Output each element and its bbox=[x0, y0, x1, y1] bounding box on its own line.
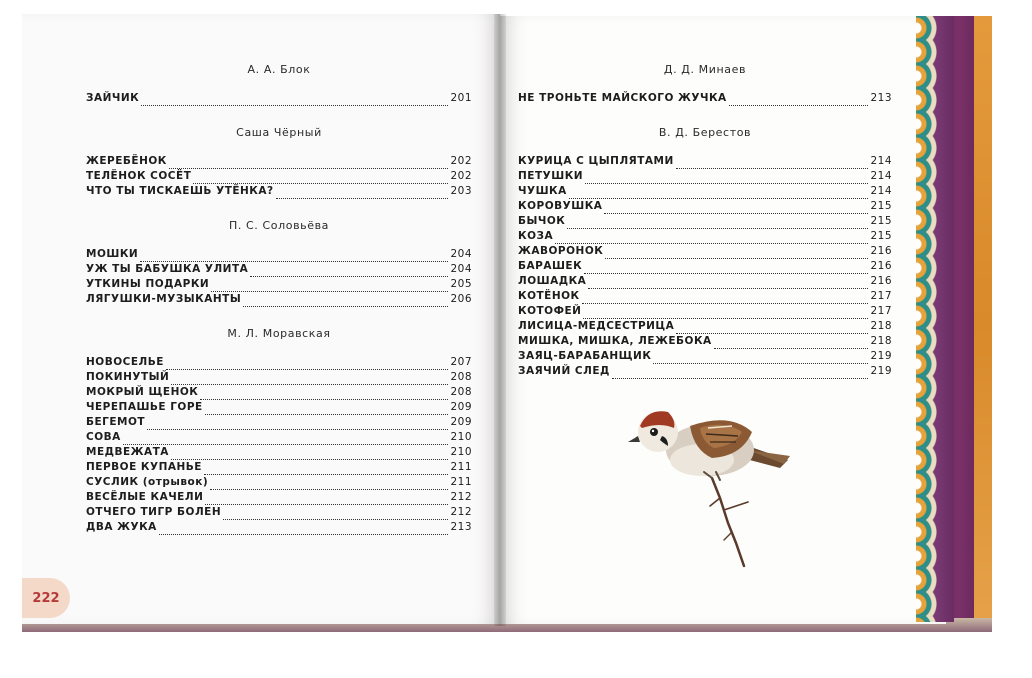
toc-entry-title: МЕДВЕЖАТА bbox=[86, 446, 169, 458]
sparrow-illustration bbox=[620, 398, 800, 568]
toc-entry-page: 207 bbox=[450, 356, 472, 368]
toc-entry-title: КОТОФЕЙ bbox=[518, 305, 582, 317]
toc-entry bbox=[518, 91, 892, 106]
toc-entry-title: ЧУШКА bbox=[518, 185, 567, 197]
toc-entry bbox=[86, 520, 472, 535]
dot-leader bbox=[147, 418, 448, 430]
right-ornamental-border bbox=[916, 16, 954, 622]
toc-entry-page: 219 bbox=[870, 365, 892, 377]
toc-entry-title: НОВОСЕЛЬЕ bbox=[86, 356, 164, 368]
dot-leader bbox=[588, 277, 868, 289]
toc-entry bbox=[86, 400, 472, 415]
toc-entry-page: 203 bbox=[450, 185, 472, 197]
dot-leader bbox=[612, 367, 869, 379]
toc-entry-page: 218 bbox=[870, 320, 892, 332]
toc-entry-title: КОЗА bbox=[518, 230, 554, 242]
toc-entry bbox=[86, 445, 472, 460]
dot-leader bbox=[676, 157, 869, 169]
dot-leader bbox=[159, 523, 449, 535]
toc-entry-page: 205 bbox=[450, 278, 472, 290]
toc-entry-title: ЛИСИЦА-МЕДСЕСТРИЦА bbox=[518, 320, 675, 332]
toc-entry-title: ВЕСЁЛЫЕ КАЧЕЛИ bbox=[86, 491, 204, 503]
toc-entry-title: ОТЧЕГО ТИГР БОЛЕН bbox=[86, 506, 222, 518]
toc-entry-page: 210 bbox=[450, 446, 472, 458]
dot-leader bbox=[276, 187, 449, 199]
dot-leader bbox=[140, 250, 448, 262]
toc-entry bbox=[518, 289, 892, 304]
dot-leader bbox=[729, 94, 869, 106]
dot-leader bbox=[585, 172, 868, 184]
toc-entry-title: ДВА ЖУКА bbox=[86, 521, 157, 533]
toc-entry-page: 219 bbox=[870, 350, 892, 362]
toc-entry bbox=[86, 430, 472, 445]
toc-entry-title: ЛОШАДКА bbox=[518, 275, 587, 287]
toc-entry-title: СУСЛИК (отрывок) bbox=[86, 476, 209, 488]
toc-entry bbox=[518, 274, 892, 289]
toc-entry-page: 208 bbox=[450, 371, 472, 383]
toc-entry-page: 215 bbox=[870, 200, 892, 212]
dot-leader bbox=[166, 358, 449, 370]
dot-leader bbox=[583, 307, 868, 319]
toc-entry-page: 212 bbox=[450, 506, 472, 518]
toc-entry bbox=[86, 415, 472, 430]
toc-entry-title: МИШКА, МИШКА, ЛЕЖЕБОКА bbox=[518, 335, 712, 347]
dot-leader bbox=[653, 352, 868, 364]
toc-entry bbox=[518, 244, 892, 259]
toc-entry-page: 204 bbox=[450, 248, 472, 260]
toc-entry-title: ЗАЯЦ-БАРАБАНЩИК bbox=[518, 350, 652, 362]
toc-entry-page: 211 bbox=[450, 476, 472, 488]
dot-leader bbox=[569, 187, 869, 199]
toc-entry-page: 215 bbox=[870, 215, 892, 227]
toc-entry-page: 209 bbox=[450, 401, 472, 413]
toc-entry-title: БАРАШЕК bbox=[518, 260, 583, 272]
toc-entry bbox=[518, 349, 892, 364]
toc-entry-page: 214 bbox=[870, 170, 892, 182]
toc-entry bbox=[518, 184, 892, 199]
dot-leader bbox=[204, 463, 448, 475]
toc-entry-page: 218 bbox=[870, 335, 892, 347]
toc-entry-page: 216 bbox=[870, 275, 892, 287]
author-heading: В. Д. Берестов bbox=[658, 126, 752, 139]
toc-entry-title: ЗАЙЧИК bbox=[86, 92, 140, 104]
toc-entry-title: ЖЕРЕБЁНОК bbox=[86, 155, 167, 167]
toc-entry-page: 216 bbox=[870, 245, 892, 257]
toc-entry-page: 213 bbox=[870, 92, 892, 104]
toc-entry-title: ПОКИНУТЫЙ bbox=[86, 371, 170, 383]
toc-entry-title: СОВА bbox=[86, 431, 121, 443]
toc-entry-title: ЗАЯЧИЙ СЛЕД bbox=[518, 365, 610, 377]
author-heading: Д. Д. Минаев bbox=[663, 63, 747, 76]
toc-entry-title: ЧЕРЕПАШЬЕ ГОРЕ bbox=[86, 401, 203, 413]
dot-leader bbox=[584, 262, 868, 274]
toc-entry-page: 202 bbox=[450, 170, 472, 182]
author-heading: М. Л. Моравская bbox=[227, 327, 331, 340]
right-table-of-contents bbox=[518, 62, 892, 379]
toc-entry-title: ПЕТУШКИ bbox=[518, 170, 584, 182]
toc-entry bbox=[86, 277, 472, 292]
toc-entry-page: 216 bbox=[870, 260, 892, 272]
page-number-badge bbox=[22, 578, 70, 618]
dot-leader bbox=[676, 322, 868, 334]
toc-entry-page: 209 bbox=[450, 416, 472, 428]
toc-entry bbox=[86, 169, 472, 184]
book-gutter bbox=[494, 14, 506, 626]
dot-leader bbox=[250, 265, 448, 277]
dot-leader bbox=[605, 247, 868, 259]
dot-leader bbox=[193, 172, 448, 184]
dot-leader bbox=[714, 337, 869, 349]
toc-entry-page: 210 bbox=[450, 431, 472, 443]
toc-entry-title: НЕ ТРОНЬТЕ МАЙСКОГО ЖУЧКА bbox=[518, 92, 727, 104]
toc-entry bbox=[86, 490, 472, 505]
dot-leader bbox=[169, 157, 449, 169]
toc-entry bbox=[86, 154, 472, 169]
toc-entry-title: КОРОВУШКА bbox=[518, 200, 603, 212]
toc-entry-page: 206 bbox=[450, 293, 472, 305]
toc-entry bbox=[86, 91, 472, 106]
toc-entry bbox=[518, 259, 892, 274]
toc-entry bbox=[86, 475, 472, 490]
toc-entry bbox=[518, 364, 892, 379]
toc-entry-page: 217 bbox=[870, 290, 892, 302]
dot-leader bbox=[211, 280, 448, 292]
author-heading: А. А. Блок bbox=[247, 63, 311, 76]
page-number: 222 bbox=[32, 590, 60, 606]
toc-entry bbox=[86, 460, 472, 475]
dot-leader bbox=[171, 373, 448, 385]
author-heading: П. С. Соловьёва bbox=[228, 219, 330, 232]
toc-entry-title: КУРИЦА С ЦЫПЛЯТАМИ bbox=[518, 155, 674, 167]
toc-entry bbox=[518, 199, 892, 214]
toc-entry bbox=[518, 214, 892, 229]
dot-leader bbox=[604, 202, 868, 214]
toc-entry-page: 208 bbox=[450, 386, 472, 398]
toc-entry bbox=[518, 154, 892, 169]
dot-leader bbox=[582, 292, 869, 304]
toc-entry bbox=[86, 184, 472, 199]
toc-entry-title: ЧТО ТЫ ТИСКАЕШЬ УТЁНКА? bbox=[86, 185, 274, 197]
dot-leader bbox=[243, 295, 448, 307]
toc-entry bbox=[518, 334, 892, 349]
toc-entry bbox=[518, 304, 892, 319]
dot-leader bbox=[567, 217, 868, 229]
toc-entry-title: МОШКИ bbox=[86, 248, 139, 260]
dot-leader bbox=[123, 433, 449, 445]
toc-entry bbox=[86, 292, 472, 307]
toc-entry-title: ПЕРВОЕ КУПАНЬЕ bbox=[86, 461, 202, 473]
toc-entry bbox=[86, 262, 472, 277]
toc-entry-page: 211 bbox=[450, 461, 472, 473]
toc-entry-title: УТКИНЫ ПОДАРКИ bbox=[86, 278, 210, 290]
dot-leader bbox=[223, 508, 448, 520]
toc-entry-title: ТЕЛЁНОК СОСЁТ bbox=[86, 170, 192, 182]
toc-entry-page: 204 bbox=[450, 263, 472, 275]
toc-entry-page: 217 bbox=[870, 305, 892, 317]
dot-leader bbox=[555, 232, 868, 244]
toc-entry-page: 215 bbox=[870, 230, 892, 242]
toc-entry bbox=[86, 505, 472, 520]
toc-entry bbox=[518, 169, 892, 184]
toc-entry bbox=[86, 355, 472, 370]
toc-entry-page: 202 bbox=[450, 155, 472, 167]
dot-leader bbox=[210, 478, 448, 490]
dot-leader bbox=[205, 403, 449, 415]
dot-leader bbox=[205, 493, 448, 505]
dot-leader bbox=[200, 388, 448, 400]
toc-entry-page: 214 bbox=[870, 185, 892, 197]
toc-entry-page: 201 bbox=[450, 92, 472, 104]
toc-entry-title: МОКРЫЙ ЩЕНОК bbox=[86, 386, 199, 398]
toc-entry-page: 212 bbox=[450, 491, 472, 503]
toc-entry bbox=[86, 247, 472, 262]
toc-entry bbox=[518, 319, 892, 334]
toc-entry-title: БЕГЕМОТ bbox=[86, 416, 146, 428]
book-cover-strip bbox=[974, 16, 992, 632]
toc-entry-title: КОТЁНОК bbox=[518, 290, 580, 302]
dot-leader bbox=[171, 448, 449, 460]
toc-entry bbox=[518, 229, 892, 244]
left-table-of-contents bbox=[86, 62, 472, 535]
toc-entry-title: БЫЧОК bbox=[518, 215, 566, 227]
toc-entry-title: ЛЯГУШКИ-МУЗЫКАНТЫ bbox=[86, 293, 242, 305]
toc-entry bbox=[86, 370, 472, 385]
toc-entry-page: 214 bbox=[870, 155, 892, 167]
toc-entry-title: ЖАВОРОНОК bbox=[518, 245, 604, 257]
toc-entry bbox=[86, 385, 472, 400]
toc-entry-title: УЖ ТЫ БАБУШКА УЛИТА bbox=[86, 263, 249, 275]
author-heading: Саша Чёрный bbox=[236, 126, 322, 139]
dot-leader bbox=[141, 94, 448, 106]
toc-entry-page: 213 bbox=[450, 521, 472, 533]
